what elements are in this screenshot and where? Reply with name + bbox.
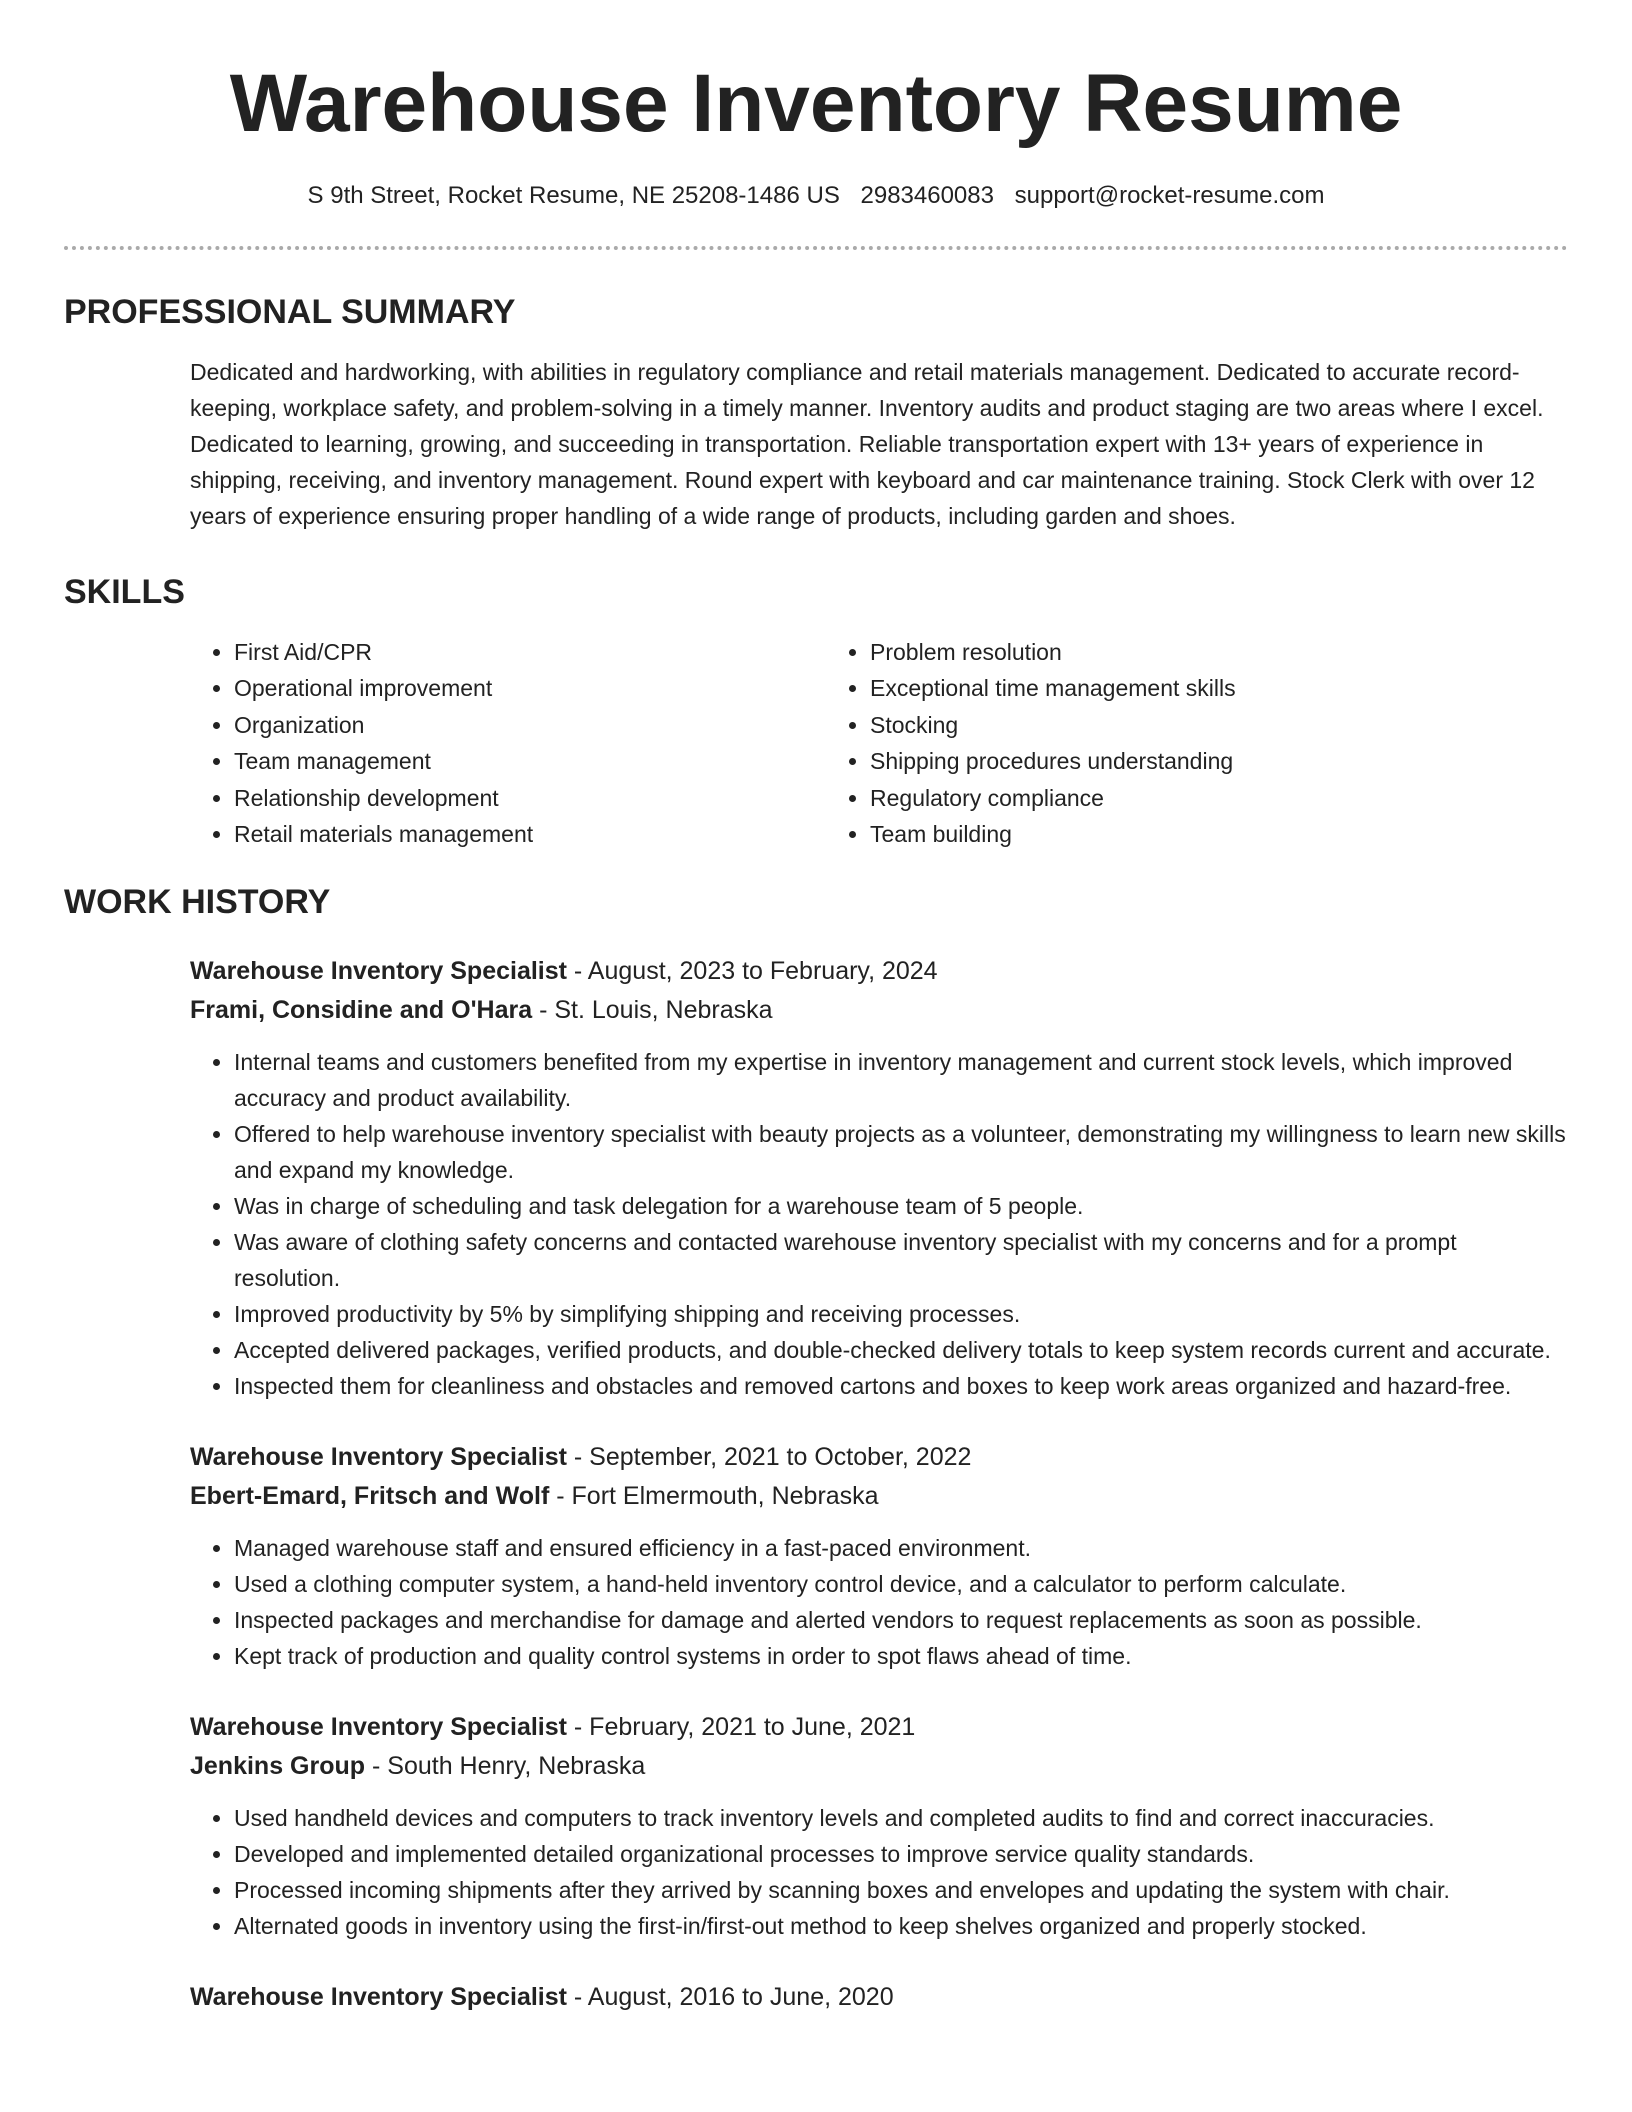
skill-item: • Problem resolution — [870, 634, 1462, 670]
skills-list — [190, 634, 1568, 852]
job-location: - St. Louis, Nebraska — [532, 996, 773, 1025]
skill-item: • Operational improvement — [234, 670, 826, 706]
job-location: - South Henry, Nebraska — [365, 1752, 646, 1781]
job-bullet: • Was in charge of scheduling and task delegation for a warehouse team of 5 people. — [234, 1188, 1568, 1224]
job-company: Jenkins Group — [190, 1752, 366, 1781]
contact-email: support@rocket-resume.com — [1014, 182, 1325, 209]
job-bullet: • Managed warehouse staff and ensured efficiency in a fast-paced environment. — [234, 1530, 1568, 1566]
skill-item: • Organization — [234, 707, 826, 743]
contact-address: S 9th Street, Rocket Resume, NE 25208-1486 US — [307, 182, 840, 209]
job-bullet: • Offered to help warehouse inventory specialist with beauty projects as a volunteer, demonstrating my willingness to learn new skills and expand my knowledge. — [234, 1116, 1568, 1188]
job-bullets — [190, 1800, 1568, 1944]
skill-item: • Team building — [870, 816, 1462, 852]
job-company: Ebert-Emard, Fritsch and Wolf — [190, 1482, 550, 1511]
job-bullet: • Improved productivity by 5% by simplifying shipping and receiving processes. — [234, 1296, 1568, 1332]
job-title-line — [190, 952, 1568, 991]
contact-phone: 2983460083 — [860, 182, 994, 209]
job-company-line — [190, 1747, 1568, 1786]
skill-item: • Retail materials management — [234, 816, 826, 852]
skill-item: • Regulatory compliance — [870, 780, 1462, 816]
job-company-line — [190, 991, 1568, 1030]
job-bullet: • Used a clothing computer system, a hand-held inventory control device, and a calculator to perform calculate. — [234, 1566, 1568, 1602]
job-title: Warehouse Inventory Specialist — [190, 1443, 567, 1472]
skill-item: • Relationship development — [234, 780, 826, 816]
job-bullet: • Used handheld devices and computers to track inventory levels and completed audits to find and correct inaccuracies. — [234, 1800, 1568, 1836]
skill-item: • First Aid/CPR — [234, 634, 826, 670]
skill-item: • Stocking — [870, 707, 1462, 743]
resume-title: Warehouse Inventory Resume — [229, 58, 1403, 149]
job-bullet: • Alternated goods in inventory using the first-in/first-out method to keep shelves organized and properly stocked. — [234, 1908, 1568, 1944]
skill-item: • Team management — [234, 743, 826, 779]
job-title: Warehouse Inventory Specialist — [190, 957, 567, 986]
job-title: Warehouse Inventory Specialist — [190, 1713, 567, 1742]
job-bullet: • Inspected them for cleanliness and obstacles and removed cartons and boxes to keep work areas organized and hazard-free. — [234, 1368, 1568, 1404]
job-bullets — [190, 1044, 1568, 1404]
job-entry — [190, 1438, 1568, 1674]
job-bullet: • Accepted delivered packages, verified products, and double-checked delivery totals to keep system records current and accurate. — [234, 1332, 1568, 1368]
summary-text: Dedicated and hardworking, with abilities in regulatory compliance and retail materials management. Dedicated to accurate record-keeping, workplace safety, and problem-solving in a timely manner. Inventory audits and product staging are two areas where I excel. Dedicated to learning, growing, and succeeding in transportation. Reliable transportation expert with 13+ years of experience in shipping, receiving, and inventory management. Round expert with keyboard and car maintenance training. Stock Clerk with over 12 years of experience ensuring proper handling of a wide range of products, including garden and shoes. — [190, 359, 1544, 529]
contact-line — [64, 180, 1568, 212]
job-title-line — [190, 1438, 1568, 1477]
summary-heading: PROFESSIONAL SUMMARY — [64, 293, 516, 331]
job-location: - Fort Elmermouth, Nebraska — [549, 1482, 879, 1511]
job-bullet: • Was aware of clothing safety concerns and contacted warehouse inventory specialist with my concerns and for a prompt resolution. — [234, 1224, 1568, 1296]
skill-item: • Shipping procedures understanding — [870, 743, 1462, 779]
job-entry — [190, 1708, 1568, 1944]
job-title-line — [190, 1978, 1568, 2017]
job-bullet: • Kept track of production and quality control systems in order to spot flaws ahead of time. — [234, 1638, 1568, 1674]
job-dates: - September, 2021 to October, 2022 — [566, 1443, 972, 1472]
job-entry — [190, 1978, 1568, 2017]
skill-item: • Exceptional time management skills — [870, 670, 1462, 706]
skills-heading: SKILLS — [64, 573, 185, 611]
job-bullet: • Inspected packages and merchandise for damage and alerted vendors to request replacements as soon as possible. — [234, 1602, 1568, 1638]
skills-column-left — [190, 634, 826, 852]
job-dates: - February, 2021 to June, 2021 — [566, 1713, 916, 1742]
job-company-line — [190, 1477, 1568, 1516]
job-dates: - August, 2016 to June, 2020 — [566, 1983, 894, 2012]
header-divider — [64, 246, 1568, 250]
job-title-line — [190, 1708, 1568, 1747]
job-company: Frami, Considine and O'Hara — [190, 996, 533, 1025]
job-bullet: • Developed and implemented detailed organizational processes to improve service quality standards. — [234, 1836, 1568, 1872]
job-bullet: • Internal teams and customers benefited from my expertise in inventory management and current stock levels, which improved accuracy and product availability. — [234, 1044, 1568, 1116]
job-title: Warehouse Inventory Specialist — [190, 1983, 567, 2012]
skills-column-right — [826, 634, 1462, 852]
job-entry — [190, 952, 1568, 1404]
job-bullet: • Processed incoming shipments after they arrived by scanning boxes and envelopes and updating the system with chair. — [234, 1872, 1568, 1908]
job-dates: - August, 2023 to February, 2024 — [566, 957, 938, 986]
job-bullets — [190, 1530, 1568, 1674]
work-history-heading: WORK HISTORY — [64, 883, 331, 922]
